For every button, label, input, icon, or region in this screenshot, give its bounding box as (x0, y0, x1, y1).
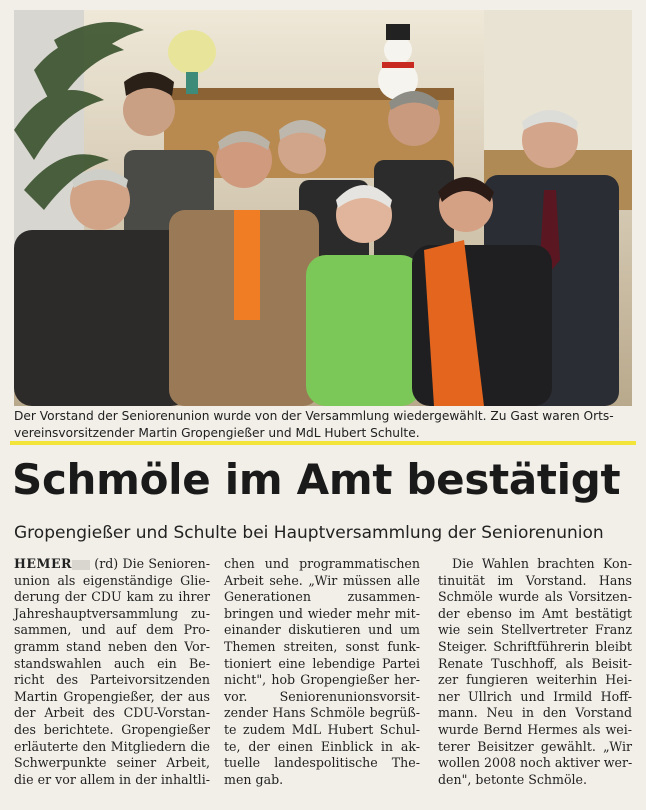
article-line: den", betonte Schmöle. (438, 771, 588, 787)
article-line: wie sein Stellvertreter Franz (438, 622, 632, 638)
subheadline: Gropengießer und Schulte bei Hauptversammlung der Seniorenunion (14, 523, 604, 543)
article-line: wollen 2008 noch aktiver wer- (438, 755, 633, 771)
article-line: men gab. (224, 771, 284, 787)
article-line: Schmöle wurde als Vorsitzen- (438, 589, 632, 605)
photo-caption (14, 408, 634, 442)
article-line: standswahlen auch ein Be- (14, 655, 210, 671)
article-line: richt des Parteivorsitzenden (14, 672, 210, 688)
dateline: HEMER (14, 556, 73, 571)
article-line: Steiger. Schriftführerin bleibt (438, 638, 632, 654)
article-column-3 (438, 556, 632, 788)
article-line: die er vor allem in der inhaltli- (14, 771, 210, 787)
article-line: Schwerpunkte seiner Arbeit, (14, 755, 210, 771)
article-line: Themen streiten, sonst funk- (224, 638, 420, 654)
article-line: mann. Neu in den Vorstand (438, 705, 632, 721)
article-line: des berichtete. Gropengießer (14, 721, 210, 737)
article-line: der ebenso im Amt bestätigt (438, 605, 632, 621)
redacted-mark (72, 560, 90, 570)
article-line: ner Ullrich und Irmild Hoff- (438, 688, 632, 704)
article-line: derung der CDU kam zu ihrer (14, 589, 210, 605)
article-line: nicht", hob Gropengießer her- (224, 672, 420, 688)
article-text: (rd) Die Senioren- (94, 556, 210, 571)
article-line: vor. Seniorenunionsvorsit- (224, 688, 420, 704)
article-line: gramm stand neben den Vor- (14, 638, 210, 654)
article-column-2 (224, 556, 420, 788)
article-line: wurde Bernd Hermes als wei- (438, 721, 632, 737)
article-line: chen und programmatischen (224, 556, 420, 571)
article-line: einander diskutieren und um (224, 622, 420, 638)
article-line: zer fungieren weiterhin Hei- (438, 672, 632, 688)
group-photo-icon (14, 10, 632, 406)
article-line: terer Beisitzer gewählt. „Wir (438, 738, 632, 754)
article-line: Generationen zusammen- (224, 589, 420, 605)
article-line: te zudem MdL Hubert Schul- (224, 721, 420, 737)
article-line: tioniert eine lebendige Partei (224, 655, 420, 671)
article-line: Die Wahlen brachten Kon- (452, 556, 632, 571)
article-line: der Arbeit des CDU-Vorstan- (14, 705, 210, 721)
article-line: tuelle landespolitische The- (224, 755, 420, 771)
yellow-highlight-rule (10, 441, 636, 445)
article-line: Jahreshauptversammlung zu- (14, 605, 210, 621)
article-line: Renate Tuschhoff, als Beisit- (438, 655, 632, 671)
article-line (14, 556, 210, 573)
article-line: bringen und wieder mehr mit- (224, 605, 420, 621)
article-line: Martin Gropengießer, der aus (14, 688, 210, 704)
article-column-1 (14, 556, 210, 788)
article-line: tinuität im Vorstand. Hans (438, 572, 632, 588)
article-line: erläuterte den Mitgliedern die (14, 738, 210, 754)
article-line: Arbeit sehe. „Wir müssen alle (224, 572, 420, 588)
article-line: te, der einen Einblick in ak- (224, 738, 420, 754)
headline: Schmöle im Amt bestätigt (12, 455, 621, 504)
article-line: union als eigenständige Glie- (14, 572, 210, 588)
article-line: sammen, und auf dem Pro- (14, 622, 210, 638)
caption-line: vereinsvorsitzender Martin Gropengießer und MdL Hubert Schulte. (14, 426, 420, 440)
article-line: zender Hans Schmöle begrüß- (224, 705, 420, 721)
group-photo (14, 10, 632, 406)
caption-line: Der Vorstand der Seniorenunion wurde von der Versammlung wiedergewählt. Zu Gast waren Orts- (14, 409, 614, 423)
